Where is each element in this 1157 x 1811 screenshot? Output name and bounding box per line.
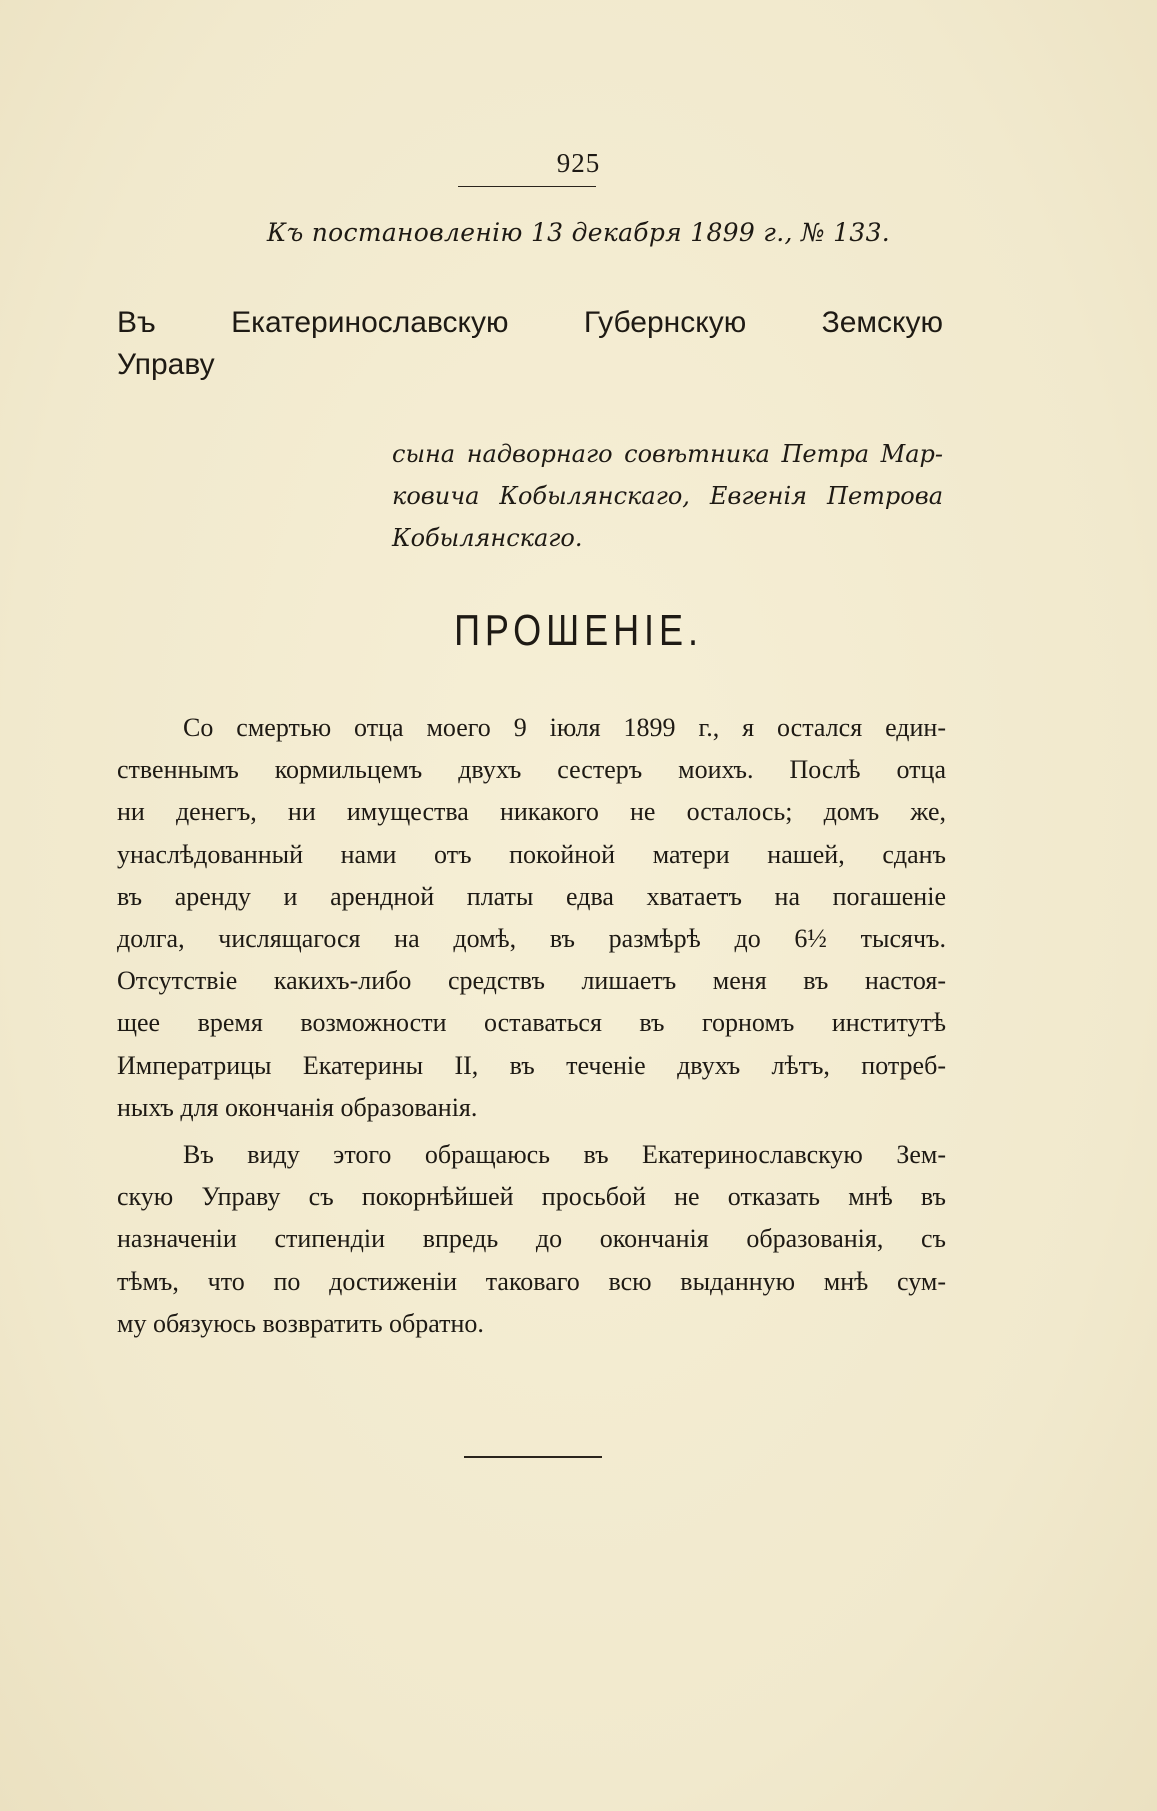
header-rule xyxy=(458,186,596,187)
body-line: въ аренду и арендной платы едва хватаетъ на погашеніе xyxy=(117,881,946,911)
body-line: Со смертью отца моего 9 іюля 1899 г., я остался един- xyxy=(183,713,946,742)
body-line: назначеніи стипендіи впредь до окончанія образованія, съ xyxy=(117,1224,946,1254)
body-line: щее время возможности оставаться въ горномъ институтѣ xyxy=(117,1008,946,1038)
petitioner-line: ковича Кобылянскаго, Евгенія Петрова xyxy=(392,482,943,510)
addressee xyxy=(117,302,943,386)
addressee-line: Управу xyxy=(117,348,215,381)
body-line: Въ виду этого обращаюсь въ Екатеринославскую Зем- xyxy=(183,1140,946,1170)
body-line: унаслѣдованный нами отъ покойной матери нашей, сданъ xyxy=(117,839,946,869)
petitioner-line: сына надворнаго совѣтника Петра Мар- xyxy=(392,440,943,468)
petition-body xyxy=(117,707,946,1345)
petitioner-block xyxy=(392,433,943,559)
resolution-reference: Къ постановленію 13 декабря 1899 г., № 133. xyxy=(266,218,891,247)
body-line: ныхъ для окончанія образованія. xyxy=(117,1092,478,1122)
addressee-line: Въ Екатеринославскую Губернскую Земскую xyxy=(117,306,943,339)
document-heading: ПРОШЕНІЕ. xyxy=(454,606,703,655)
body-line: скую Управу съ покорнѣйшей просьбой не отказать мнѣ въ xyxy=(117,1182,946,1212)
body-line: тѣмъ, что по достиженіи таковаго всю выданную мнѣ сум- xyxy=(117,1266,946,1296)
body-line: долга, числящагося на домѣ, въ размѣрѣ до 6½ тысячъ. xyxy=(117,924,946,954)
body-line: ственнымъ кормильцемъ двухъ сестеръ моихъ. Послѣ отца xyxy=(117,755,946,785)
closing-rule xyxy=(464,1456,602,1458)
page-number: 925 xyxy=(556,148,601,178)
body-line: Отсутствіе какихъ-либо средствъ лишаетъ меня въ настоя- xyxy=(117,966,946,996)
body-line: му обязуюсь возвратить обратно. xyxy=(117,1308,484,1338)
body-line: Императрицы Екатерины II, въ теченіе двухъ лѣтъ, потреб- xyxy=(117,1050,946,1080)
body-line: ни денегъ, ни имущества никакого не осталось; домъ же, xyxy=(117,797,946,827)
petitioner-line: Кобылянскаго. xyxy=(392,524,583,552)
